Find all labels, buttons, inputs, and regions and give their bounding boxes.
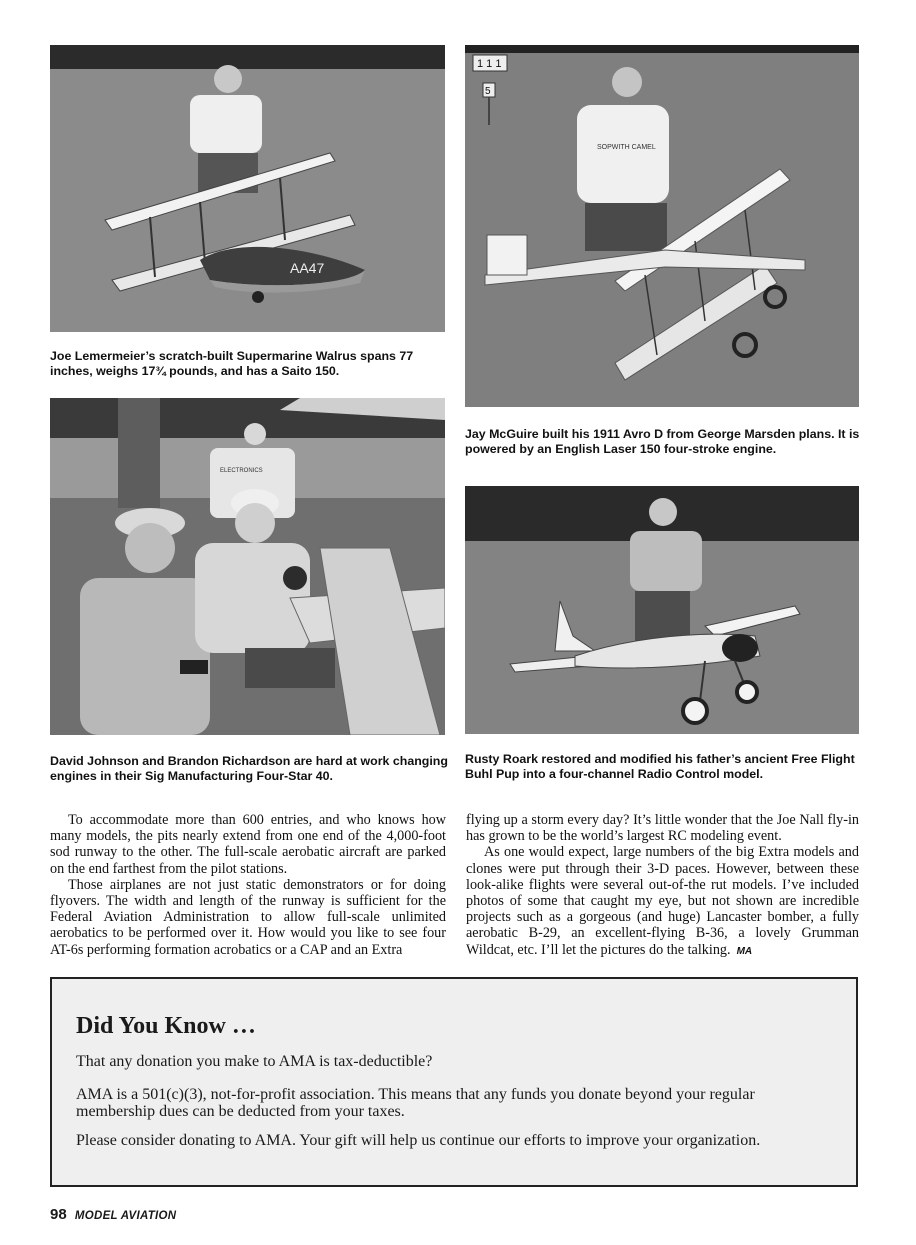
sign-digits: 1 1 1 (477, 58, 502, 70)
photo-avro-d (465, 45, 859, 407)
article-paragraph-text: As one would expect, large numbers of the big Extra models and clones were put through their 3-D paces. However, between these look-alike flights were several out-of-the rut models. I’ve included photos of some that caught my eye, but not shown are incredible projects such as a gorgeous (and huge) Lancaster bomber, a fully aerobatic B-29, an excellent-flying B-36, a lovely Grumman Wildcat, etc. I’ll let the pictures do the talking. (466, 844, 859, 958)
article-paragraph: flying up a storm every day? It’s little wonder that the Joe Nall fly-in has grown to be the world’s largest RC modeling event. (466, 812, 859, 845)
photo-pit-crew (50, 398, 445, 735)
article-paragraph: To accommodate more than 600 entries, and who knows how many models, the pits nearly extend from one end of the 4,000-foot sod runway to the other. The full-scale aerobatic aircraft are parked on the end farthest from the pilot stations. (50, 812, 446, 877)
did-you-know-question: That any donation you make to AMA is tax-deductible? (76, 1053, 433, 1070)
photo-buhl-pup (465, 486, 859, 734)
caption-pit-crew: David Johnson and Brandon Richardson are hard at work changing engines in their Sig Manufacturing Four-Star 40. (50, 754, 448, 783)
did-you-know-explanation: AMA is a 501(c)(3), not-for-profit association. This means that any funds you donate beyond your regular membership dues can be deducted from your taxes. (76, 1086, 755, 1120)
did-you-know-appeal: Please consider donating to AMA. Your gift will help us continue our efforts to improve your organization. (76, 1132, 761, 1149)
caption-buhl-pup: Rusty Roark restored and modified his father’s ancient Free Flight Buhl Pup into a four-channel Radio Control model. (465, 752, 855, 781)
did-you-know-title: Did You Know … (76, 1013, 256, 1039)
did-you-know-box (50, 977, 858, 1187)
page-number: 98 (50, 1206, 67, 1223)
publication-name: MODEL AVIATION (74, 1210, 177, 1222)
article-paragraph (466, 844, 859, 959)
plane-marking: AA47 (290, 260, 325, 276)
caption-walrus: Joe Lemermeier’s scratch-built Supermarine Walrus spans 77 inches, weighs 17¾ pounds, and has a Saito 150. (50, 349, 414, 378)
page-footer (50, 1206, 176, 1223)
article-paragraph: Those airplanes are not just static demonstrators or for doing flyovers. The width and length of the runway is sufficient for the Federal Aviation Administration to allow full-scale unlimited aerobatics to be performed over it. How would you like to see four AT-6s performing formation acrobatics or a CAP and an Extra (50, 876, 446, 958)
shirt-text: SOPWITH CAMEL (597, 144, 656, 151)
article-right-column (466, 812, 859, 960)
article-left-column (50, 812, 446, 958)
end-mark: MA (736, 945, 753, 957)
caption-avro-d: Jay McGuire built his 1911 Avro D from George Marsden plans. It is powered by an English Laser 150 four-stroke engine. (465, 427, 860, 456)
sign-number: 5 (485, 86, 491, 97)
photo-walrus (50, 45, 445, 332)
sign-text: ELECTRONICS (220, 468, 263, 474)
